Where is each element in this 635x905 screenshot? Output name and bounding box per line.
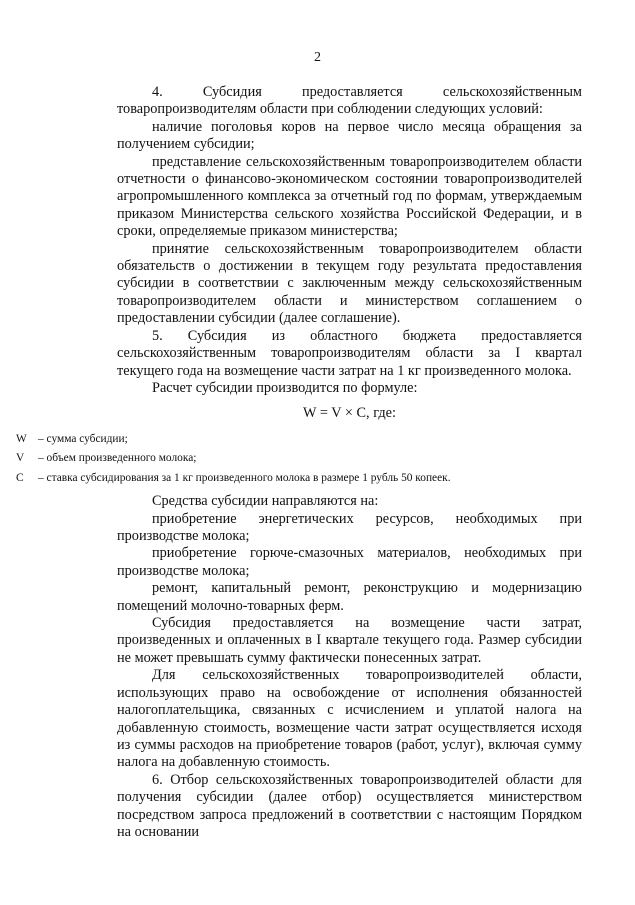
legend-symbol: C bbox=[16, 471, 24, 484]
page-number: 2 bbox=[314, 50, 321, 65]
paragraph: приобретение горюче-смазочных материалов, необходимых при производстве молока; bbox=[117, 545, 582, 579]
paragraph: Для сельскохозяйственных товаропроизводителей области, использующих право на освобождение от исполнения обязанностей налогоплательщика, связанных с исчислением и уплатой налога на добавленную стоимость, возмещение части затрат осуществляется исходя из суммы расходов на приобретение товаров (работ, услуг), включая сумму налога на добавленную стоимость. bbox=[117, 667, 582, 771]
paragraph: 5. Субсидия из областного бюджета предоставляется сельскохозяйственным товаропроизводителям области за I квартал текущего года на возмещение части затрат на 1 кг произведенного молока. bbox=[117, 327, 582, 379]
legend-text: – ставка субсидирования за 1 кг произведенного молока в размере 1 рубль 50 копеек. bbox=[38, 471, 451, 484]
legend-row-v bbox=[16, 449, 596, 469]
paragraph: 4. Субсидия предоставляется сельскохозяйственным товаропроизводителям области при соблюдении следующих условий: bbox=[117, 84, 582, 118]
paragraph: Субсидия предоставляется на возмещение части затрат, произведенных и оплаченных в I квартале текущего года. Размер субсидии не может превышать сумму фактически понесенных затрат. bbox=[117, 615, 582, 666]
paragraph: представление сельскохозяйственным товаропроизводителем области отчетности о финансово-экономическом состоянии товаропроизводителей агропромышленного комплекса за отчетный год по формам, утверждаемым приказом Министерства сельского хозяйства Российской Федерации, и в сроки, определяемые приказом министерства; bbox=[117, 153, 582, 240]
paragraph: приобретение энергетических ресурсов, необходимых при производстве молока; bbox=[117, 510, 582, 545]
paragraph: Расчет субсидии производится по формуле: bbox=[152, 379, 418, 396]
paragraph: Средства субсидии направляются на: bbox=[152, 493, 379, 510]
legend-symbol: V bbox=[16, 452, 25, 465]
document-body bbox=[16, 84, 582, 841]
legend-row-c bbox=[16, 469, 596, 489]
paragraph: принятие сельскохозяйственным товаропроизводителем области обязательств о достижении в текущем году результата предоставления субсидии в соответствии с заключенным между сельскохозяйственным товаропроизводителем области и министерством соглашением о предоставлении субсидии (далее соглашение). bbox=[117, 240, 582, 327]
legend-text: – объем произведенного молока; bbox=[38, 452, 197, 465]
legend-row-w bbox=[16, 430, 596, 450]
formula-legend bbox=[16, 430, 596, 489]
paragraph: наличие поголовья коров на первое число месяца обращения за получением субсидии; bbox=[117, 118, 582, 153]
legend-symbol: W bbox=[16, 432, 27, 445]
formula: W = V × C, где: bbox=[303, 405, 396, 422]
paragraph: 6. Отбор сельскохозяйственных товаропроизводителей области для получения субсидии (далее отбор) осуществляется министерством посредством запроса предложений в соответствии с настоящим Порядком на основании bbox=[117, 771, 582, 840]
paragraph: ремонт, капитальный ремонт, реконструкцию и модернизацию помещений молочно-товарных ферм. bbox=[117, 580, 582, 614]
legend-text: – сумма субсидии; bbox=[38, 432, 128, 445]
